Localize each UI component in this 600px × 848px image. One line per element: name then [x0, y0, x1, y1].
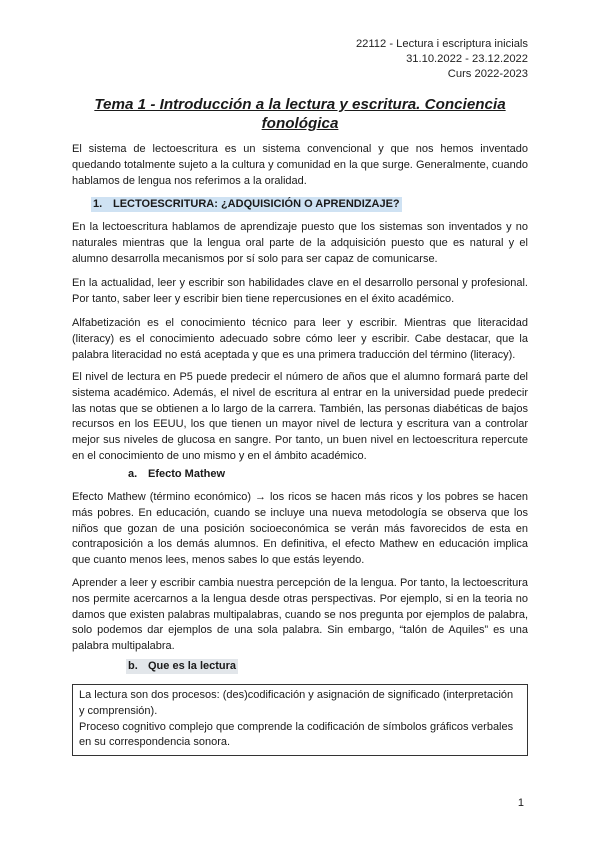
subsection-a-heading [126, 467, 227, 482]
section-1-paragraph: Alfabetización es el conocimiento técnico para leer y escribir. Mientras que literacidad (literacy) es el conocimiento adecuado sobre cómo leer y escribir. Cabe destacar, que la palabra literacidad no está aceptada y que es una primera traducción del término (literacy). [72, 317, 528, 361]
subsection-a-paragraph: Aprender a leer y escribir cambia nuestra percepción de la lengua. Por tanto, la lectoescritura nos permite acercarnos a la lengua desde otras perspectivas. Por ejemplo, si en la teoria no damos que existen palabras multipalabras, cuando se nos pregunta por ejemplos de palabra, solo podemos dar ejemplos de una sola palabra. Sin embargo, “talón de Aquiles” es una palabra multipalabra. [72, 577, 528, 653]
page-number: 1 [517, 797, 524, 809]
date-range: 31.10.2022 - 23.12.2022 [406, 53, 528, 65]
subsection-a-letter: a. [128, 468, 138, 480]
section-1-title: LECTOESCRITURA: ¿ADQUISICIÓN O APRENDIZAJE? [113, 198, 400, 210]
course-title: 22112 - Lectura i escriptura inicials [355, 38, 528, 50]
definition-box [72, 684, 528, 756]
section-1-paragraph: El nivel de lectura en P5 puede predecir el número de años que el alumno formará parte del sistema académico. Además, el nivel de escritura al entrar en la universidad puede predecir las notas que se obtienen a lo largo de la carrera. También, las personas diabéticas de bajos recursos en los EEUU, los que tienen un mayor nivel de lectura y escritura van a controlar mejor sus niveles de glucosa en sangre. Por tanto, un buen nivel en lectoescritura repercute en el conocimiento de uno mismo y en el ámbito académico. [72, 371, 528, 462]
page-title: Tema 1 - Introducción a la lectura y escritura. Conciencia fonológica [94, 96, 506, 132]
course-year: Curs 2022-2023 [447, 68, 528, 80]
subsection-b-heading [126, 659, 238, 674]
document-header [356, 37, 528, 82]
definition-line: Proceso cognitivo complejo que comprende la codificación de símbolos gráficos verbales en su correspondencia sonora. [79, 720, 514, 749]
intro-paragraph: El sistema de lectoescritura es un sistema convencional y que nos hemos inventado quedando totalmente sujeto a la cultura y comunidad en la que surge. Generalmente, cuando hablamos de lengua nos referimos a la oralidad. [72, 143, 528, 187]
subsection-a-title: Efecto Mathew [148, 468, 226, 480]
subsection-a-paragraph: Efecto Mathew (término económico) → los ricos se hacen más ricos y los pobres se hacen más pobres. En educación, cuando se incluye una nueva metodología se observa que los niños que gozan de una posición socioeconómica se verán más favorecidos de esta en contraposición a los demás alumnos. En definitiva, el efecto Mathew en educación implica que cuanto menos lees, menos sabes lo que estás leyendo. [72, 491, 528, 567]
section-1-number: 1. [93, 198, 103, 210]
subsection-b-title: Que es la lectura [148, 660, 237, 672]
section-1-heading [91, 197, 402, 212]
definition-line: La lectura son dos procesos: (des)codificación y asignación de significado (interpretación y comprensión). [79, 689, 514, 717]
subsection-b-letter: b. [128, 660, 138, 672]
section-1-paragraph: En la actualidad, leer y escribir son habilidades clave en el desarrollo personal y profesional. Por tanto, saber leer y escribir bien tiene repercusiones en el éxito académico. [72, 277, 528, 305]
section-1-paragraph: En la lectoescritura hablamos de aprendizaje puesto que los sistemas son inventados y no naturales mientras que la lengua oral parte de la adquisición puesto que es natural y el alumno desarrolla mecanismos por sí solo para ser capaz de comunicarse. [72, 221, 528, 265]
